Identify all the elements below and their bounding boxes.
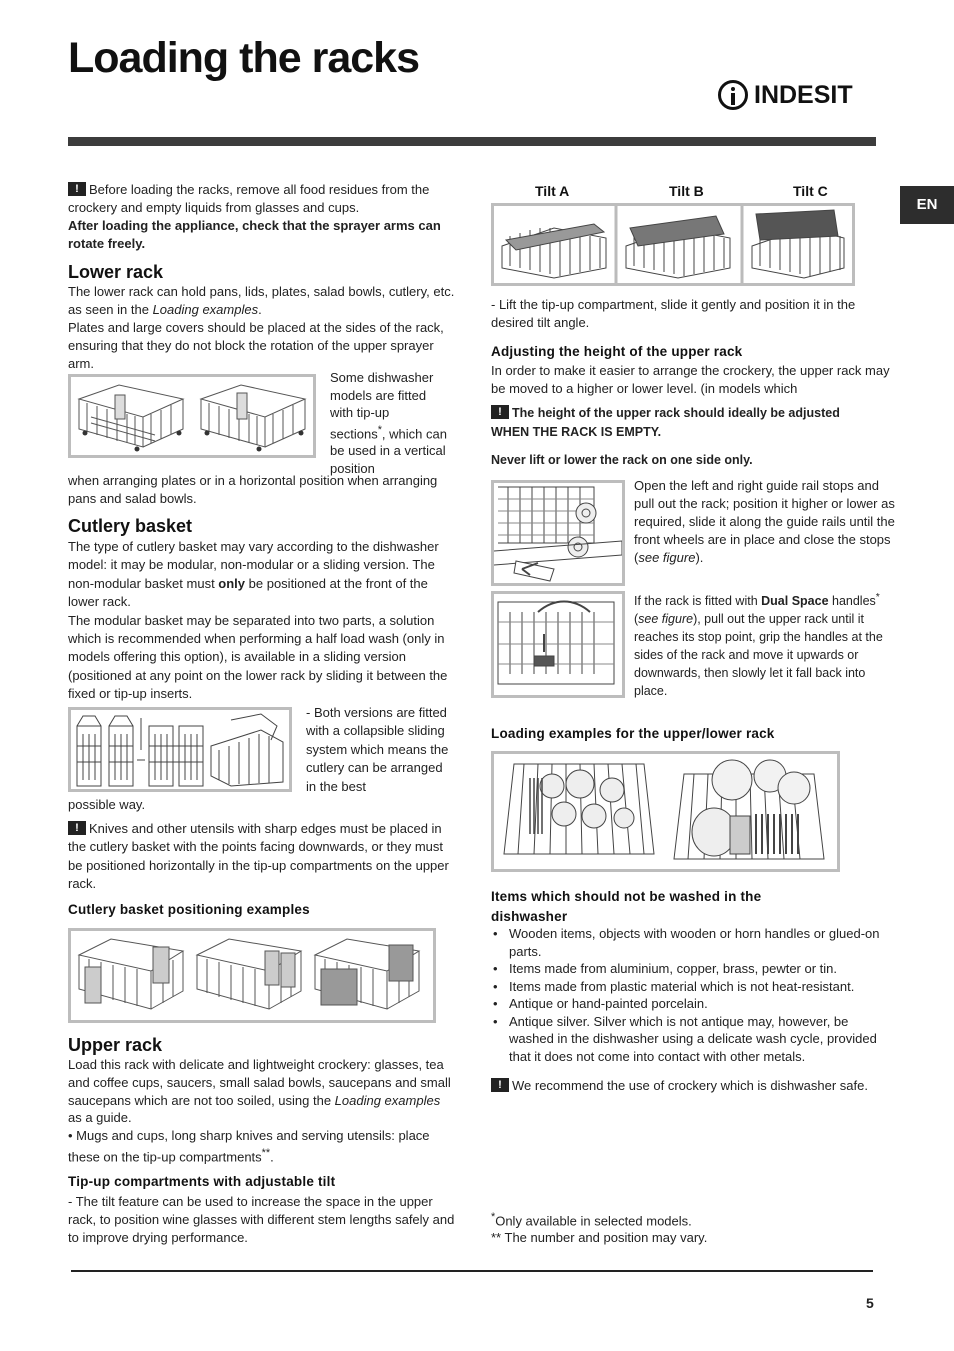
- guide-rail-figure: [491, 480, 625, 586]
- loading-examples-heading: Loading examples for the upper/lower rack: [491, 726, 775, 741]
- recommend-text: !We recommend the use of crockery which is dishwasher safe.: [491, 1077, 893, 1095]
- intro-text: Before loading the racks, remove all food residues from the crockery and empty liquids from glasses and cups.: [68, 182, 430, 215]
- list-item: • Antique or hand-painted porcelain.: [491, 995, 893, 1013]
- adjust-height-text: In order to make it easier to arrange the crockery, the upper rack may be moved to a higher or lower level. (in models which: [491, 363, 890, 396]
- never-lift-warning: Never lift or lower the rack on one side only.: [491, 453, 753, 467]
- warning-icon: [68, 182, 86, 196]
- dual-space-text: If the rack is fitted with Dual Space handles* (see figure), pull out the upper rack until it reaches its stop point, grip the handles at the sides of the rack and move it upwards or downwards, then slowly let it fall back into place.: [634, 592, 883, 699]
- tip-up-sections-text: Some dishwasher models are fitted with tip-up sections*, which can be used in a vertical position: [330, 370, 447, 476]
- tilt-b-label: Tilt B: [669, 183, 704, 199]
- tilt-heading: Tip-up compartments with adjustable tilt: [68, 1174, 336, 1189]
- footnote-1: *Only available in selected models.: [491, 1211, 692, 1229]
- collapsible-text: - Both versions are fitted with a collapsible sliding system which means the cutlery can be arranged in the best: [306, 705, 449, 794]
- not-washed-heading: Items which should not be washed in the dishwasher: [491, 889, 762, 924]
- cutlery-basket-text: The type of cutlery basket may vary according to the dishwasher model: it may be modular, non-modular or a sliding version. The non-modular basket must only be positioned at the front of the lower rack. The modular basket may be separated into two parts, a solution which is recommended when performing a half load wash (only in models offering this option), is available in a sliding version (positioned at any point on the lower rack by sliding it between the fixed or tip-up inserts.: [68, 539, 448, 702]
- lower-rack-figure: [68, 374, 316, 458]
- page-number: 5: [866, 1295, 874, 1311]
- list-item: • Items made from aluminium, copper, brass, pewter or tin.: [491, 960, 893, 978]
- warning-icon: [491, 405, 509, 419]
- tilt-a-label: Tilt A: [535, 183, 570, 199]
- language-tab: EN: [900, 186, 954, 224]
- tilt-text: - The tilt feature can be used to increase the space in the upper rack, to position wine glasses with different stem lengths safely and to improve drying performance.: [68, 1194, 455, 1245]
- loading-examples-figure: [491, 751, 840, 872]
- list-item: • Items made from plastic material which is not heat-resistant.: [491, 978, 893, 996]
- footer-rule: [71, 1270, 873, 1272]
- warning-icon: [68, 821, 86, 835]
- brand-name: INDESIT: [754, 80, 853, 109]
- upper-rack-heading: Upper rack: [68, 1035, 163, 1055]
- list-item: • Antique silver. Silver which is not antique may, however, be washed in the dishwasher using a delicate wash cycle, provided that it does not come into contact with other metals.: [491, 1013, 893, 1066]
- upper-rack-text: Load this rack with delicate and lightweight crockery: glasses, tea and coffee cups, saucers, small salad bowls, saucepans and small saucepans which are not too soiled, using the Loading examples as a guide. • Mugs and cups, long sharp knives and serving utensils: place these on the tip-up compartments**.: [68, 1057, 451, 1165]
- guide-rail-text: Open the left and right guide rail stops and pull out the rack; position it higher or lower as required, slide it along the guide rails until the front wheels are in place and close the stops (see figure).: [634, 478, 895, 565]
- header-divider: [68, 137, 876, 146]
- not-washed-list: [491, 925, 893, 1065]
- knives-warning: !Knives and other utensils with sharp edges must be placed in the cutlery basket with the points facing downwards, or they must be positioned horizontally in the tip-up compartments on the upper rack.: [68, 820, 456, 894]
- tilt-c-label: Tilt C: [793, 183, 828, 199]
- lower-rack-text: The lower rack can hold pans, lids, plates, salad bowls, cutlery, etc. as seen in the Loading examples. Plates and large covers should be placed at the sides of the rack, ensuring that they do not block the rotation of the upper sprayer arm.: [68, 284, 455, 371]
- cutlery-positioning-heading: Cutlery basket positioning examples: [68, 902, 310, 917]
- lower-rack-heading: Lower rack: [68, 262, 164, 282]
- cutlery-basket-figure: [68, 707, 292, 792]
- collapsible-cont: possible way.: [68, 797, 146, 812]
- dual-space-figure: [491, 591, 625, 698]
- adjust-height-warning: !The height of the upper rack should ideally be adjusted WHEN THE RACK IS EMPTY.: [491, 404, 893, 442]
- page-title: Loading the racks: [68, 34, 419, 82]
- warning-icon: [491, 1078, 509, 1092]
- cutlery-basket-heading: Cutlery basket: [68, 516, 193, 536]
- footnote-2: ** The number and position may vary.: [491, 1230, 708, 1245]
- cutlery-positioning-figure: [68, 928, 436, 1023]
- tilt-caption: - Lift the tip-up compartment, slide it gently and position it in the desired tilt angle.: [491, 297, 856, 331]
- list-item: • Wooden items, objects with wooden or horn handles or glued-on parts.: [491, 925, 893, 960]
- intro-bold: After loading the appliance, check that the sprayer arms can rotate freely.: [68, 218, 441, 251]
- tilt-figure: [491, 203, 855, 286]
- intro-warning: [68, 181, 454, 253]
- adjust-height-heading: Adjusting the height of the upper rack: [491, 344, 743, 359]
- brand-logo: [718, 80, 853, 110]
- indesit-logo-icon: [718, 80, 748, 110]
- tip-up-sections-cont: when arranging plates or in a horizontal position when arranging pans and salad bowls.: [68, 473, 438, 506]
